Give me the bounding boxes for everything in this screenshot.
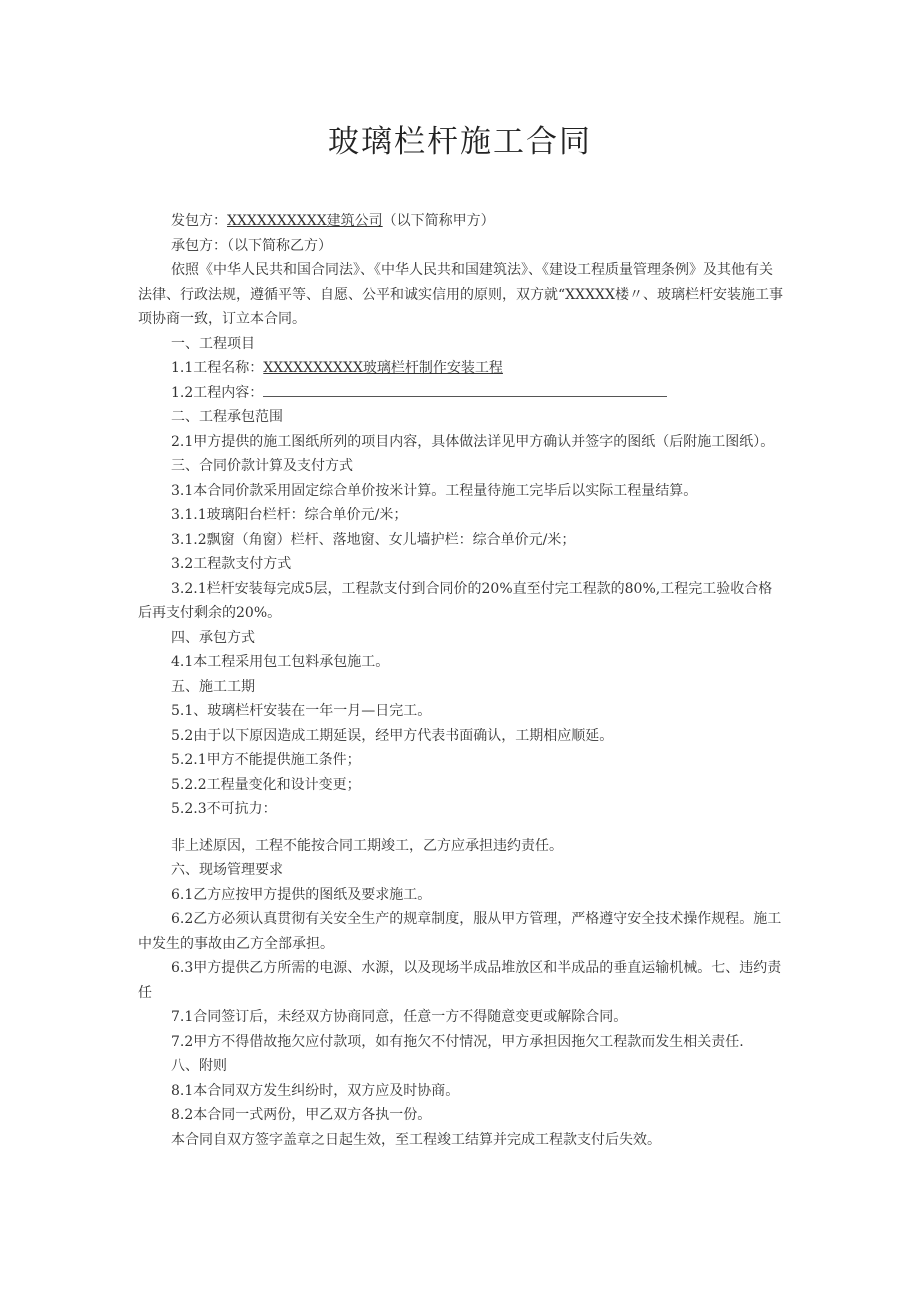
clause-6-1: 6.1乙方应按甲方提供的图纸及要求施工。: [171, 886, 432, 903]
clause-3-2-1: 3.2.1栏杆安装每完成5层，工程款支付到合同价的20%直至付完工程款的80%,工程完工验收合格后再支付剩余的20%。: [138, 580, 773, 621]
clause-3-2: 3.2工程款支付方式: [171, 556, 292, 572]
clause-5-2-3: 5.2.3不可抗力：: [171, 801, 277, 817]
clause-5-2: 5.2由于以下原因造成工期延误，经甲方代表书面确认，工期相应顺延。: [171, 727, 614, 744]
project-content-blank: [263, 381, 667, 397]
spacer: [138, 822, 786, 834]
party-b-suffix: （以下简称乙方）: [227, 237, 332, 254]
clause-7-1: 7.1合同签订后，未经双方协商同意，任意一方不得随意变更或解除合同。: [171, 1009, 628, 1025]
contract-body: [138, 209, 786, 1152]
closing-paragraph: 本合同自双方签字盖章之日起生效，至工程竣工结算并完成工程款支付后失效。: [171, 1131, 661, 1148]
clause-5-2-1: 5.2.1甲方不能提供施工条件；: [171, 752, 361, 768]
clause-6-3: 6.3甲方提供乙方所需的电源、水源，以及现场半成品堆放区和半成品的垂直运输机械。七、违约责任: [138, 960, 782, 1001]
clause-6-2: 6.2乙方必须认真贯彻有关安全生产的规章制度，服从甲方管理，严格遵守安全技术操作规程。施工中发生的事故由乙方全部承担。: [138, 911, 782, 952]
party-a-line: [138, 209, 786, 234]
clause-7-2: 7.2甲方不得借故拖欠应付款项，如有拖欠不付情况，甲方承担因拖欠工程款而发生相关责任.: [171, 1033, 744, 1050]
section-5-heading: 五、施工工期: [171, 678, 255, 695]
intro-paragraph: 依照《中华人民共和国合同法》、《中华人民共和国建筑法》、《建设工程质量管理条例》及其他有关法律、行政法规，遵循平等、自愿、公平和诚实信用的原则，双方就“XXXXX楼〃、玻璃栏杆安装施工事项协商一致，订立本合同。: [138, 262, 783, 327]
clause-3-1: 3.1本合同价款采用固定综合单价按米计算。工程量待施工完毕后以实际工程量结算。: [171, 482, 698, 499]
party-a-label: 发包方：: [171, 213, 227, 229]
clause-4-1: 4.1本工程采用包工包料承包施工。: [171, 654, 390, 670]
clause-3-1-2: 3.1.2飘窗（角窗）栏杆、落地窗、女儿墙护栏：综合单价元/米；: [171, 531, 576, 548]
section-8-heading: 八、附则: [171, 1058, 227, 1074]
clause-1-2-prefix: 1.2工程内容：: [171, 384, 264, 401]
clause-1-2: [138, 381, 786, 406]
clause-2-1: 2.1甲方提供的施工图纸所列的项目内容，具体做法详见甲方确认并签字的图纸（后附施工图纸）。: [171, 433, 775, 450]
section-3-heading: 三、合同价款计算及支付方式: [171, 458, 353, 474]
clause-8-1: 8.1本合同双方发生纠纷时，双方应及时协商。: [171, 1082, 460, 1099]
clause-1-1-prefix: 1.1工程名称：: [171, 360, 264, 376]
section-2-heading: 二、工程承包范围: [171, 409, 283, 425]
clause-5-1: 5.1、玻璃栏杆安装在一年一月—日完工。: [171, 703, 432, 719]
party-b-label: 承包方：: [171, 237, 227, 254]
clause-3-1-1: 3.1.1玻璃阳台栏杆：综合单价元/米；: [171, 507, 408, 523]
section-4-heading: 四、承包方式: [171, 629, 255, 646]
section-6-heading: 六、现场管理要求: [171, 862, 283, 878]
clause-1-1: [138, 356, 786, 381]
section-1-heading: 一、工程项目: [171, 335, 255, 352]
document-title: 玻璃栏杆施工合同: [328, 124, 592, 160]
party-b-line: [138, 234, 786, 259]
clause-5-2-2: 5.2.2工程量变化和设计变更；: [171, 776, 361, 793]
project-name: XXXXXXXXXX玻璃栏杆制作安装工程: [263, 360, 503, 376]
party-a-suffix: （以下简称甲方）: [382, 213, 495, 229]
party-a-name: XXXXXXXXXX建筑公司: [227, 213, 383, 229]
delay-note: 非上述原因，工程不能按合同工期竣工，乙方应承担违约责任。: [171, 837, 563, 854]
clause-8-2: 8.2本合同一式两份，甲乙双方各执一份。: [171, 1107, 432, 1123]
